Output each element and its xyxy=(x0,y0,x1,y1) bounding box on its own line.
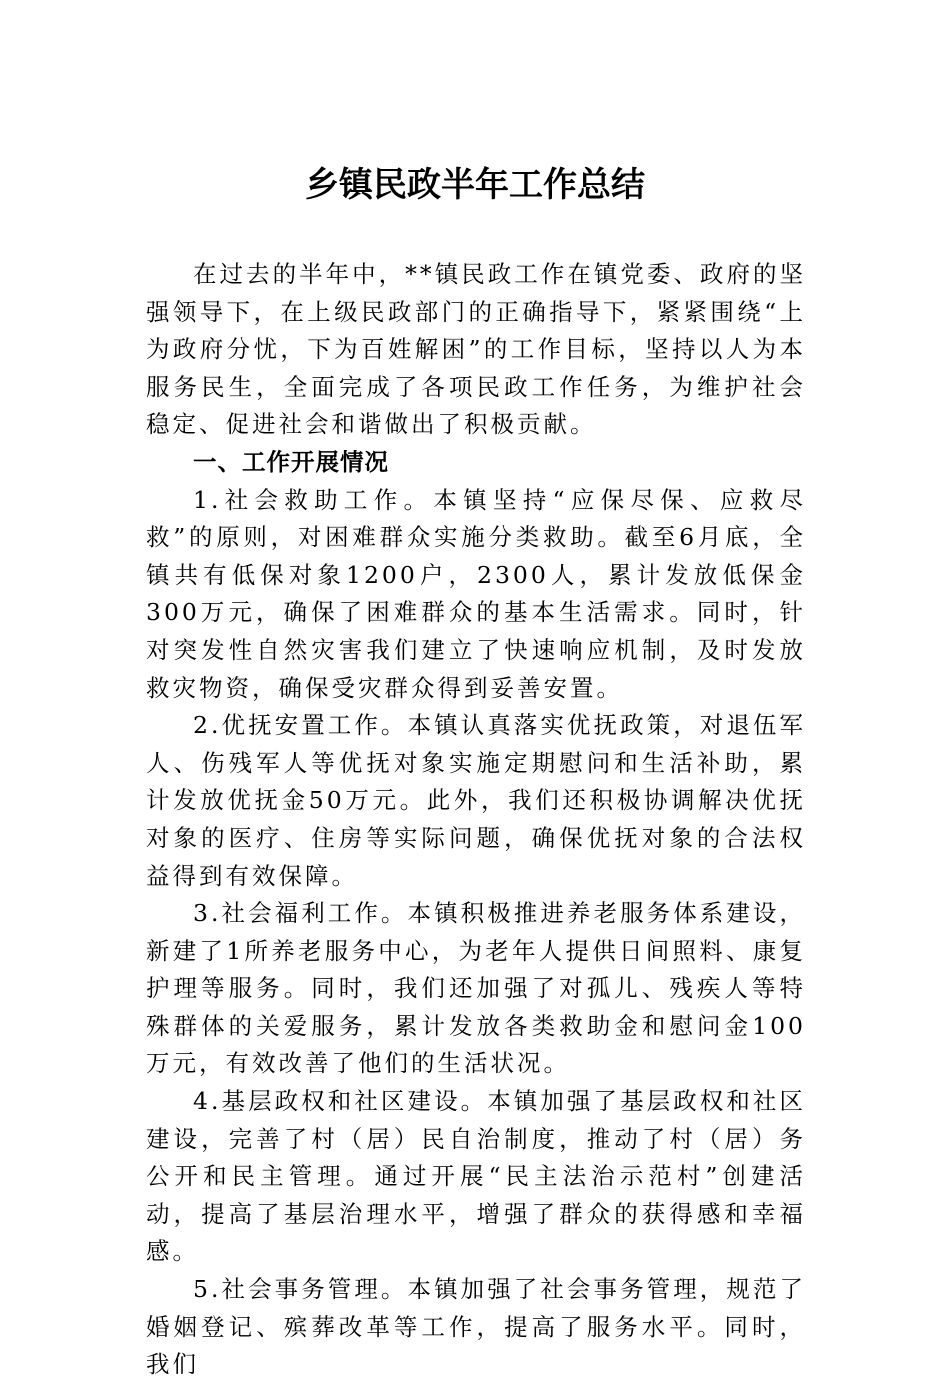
intro-paragraph: 在过去的半年中，**镇民政工作在镇党委、政府的坚强领导下，在上级民政部门的正确指导下，紧紧围绕“上为政府分忧，下为百姓解困”的工作目标，坚持以人为本服务民生，全面完成了各项民政工作任务，为维护社会稳定、促进社会和谐做出了积极贡献。 xyxy=(146,260,806,439)
paragraph-social-affairs: 5.社会事务管理。本镇加强了社会事务管理，规范了婚姻登记、殡葬改革等工作，提高了服务水平。同时，我们 xyxy=(146,1275,806,1379)
paragraph-social-assistance: 1.社会救助工作。本镇坚持“应保尽保、应救尽救”的原则，对困难群众实施分类救助。截至6月底，全镇共有低保对象1200户，2300人，累计发放低保金300万元，确保了困难群众的基本生活需求。同时，针对突发性自然灾害我们建立了快速响应机制，及时发放救灾物资，确保受灾群众得到妥善安置。 xyxy=(146,485,806,702)
section-heading: 一、工作开展情况 xyxy=(193,447,389,476)
paragraph-special-care: 2.优抚安置工作。本镇认真落实优抚政策，对退伍军人、伤残军人等优抚对象实施定期慰问和生活补助，累计发放优抚金50万元。此外，我们还积极协调解决优抚对象的医疗、住房等实际问题，确保优抚对象的合法权益得到有效保障。 xyxy=(146,711,806,890)
document-body xyxy=(146,256,806,1384)
paragraph-social-welfare: 3.社会福利工作。本镇积极推进养老服务体系建设，新建了1所养老服务中心，为老年人提供日间照料、康复护理等服务。同时，我们还加强了对孤儿、残疾人等特殊群体的关爱服务，累计发放各类救助金和慰问金100万元，有效改善了他们的生活状况。 xyxy=(146,899,806,1078)
document-title: 乡镇民政半年工作总结 xyxy=(305,165,645,205)
paragraph-grassroots-governance: 4.基层政权和社区建设。本镇加强了基层政权和社区建设，完善了村（居）民自治制度，推动了村（居）务公开和民主管理。通过开展“民主法治示范村”创建活动，提高了基层治理水平，增强了群众的获得感和幸福感。 xyxy=(146,1087,806,1266)
